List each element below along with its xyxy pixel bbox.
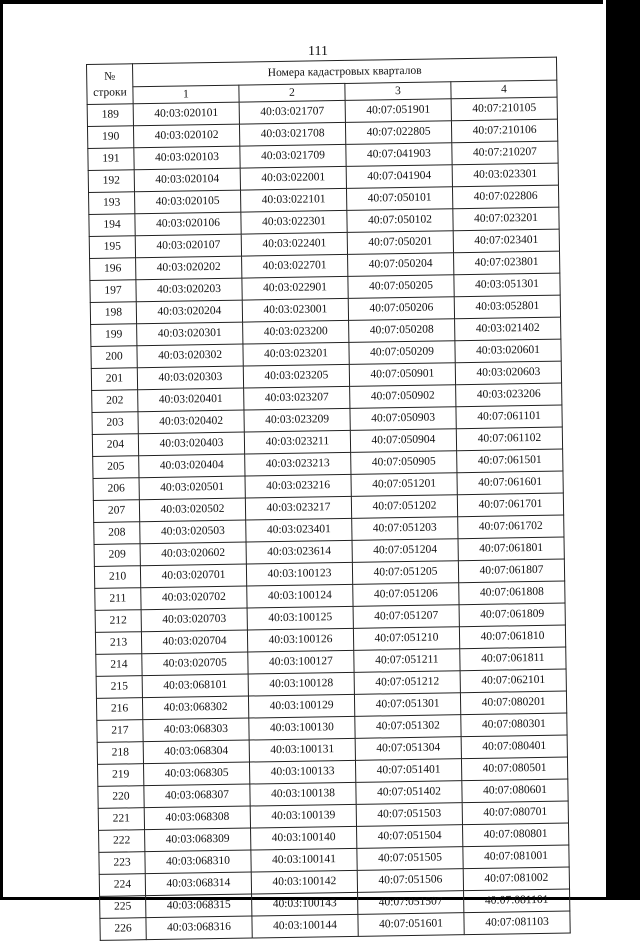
cadastral-number-cell: 40:03:023201	[243, 342, 349, 366]
cadastral-number-cell: 40:07:080701	[462, 801, 568, 825]
row-number-cell: 223	[99, 852, 145, 875]
row-number-cell: 224	[99, 874, 145, 897]
cadastral-number-cell: 40:07:023201	[453, 207, 559, 231]
cadastral-number-cell: 40:03:068309	[145, 828, 251, 852]
cadastral-number-cell: 40:03:023301	[452, 163, 558, 187]
row-number-cell: 189	[87, 104, 133, 127]
cadastral-number-cell: 40:03:068101	[142, 674, 248, 698]
cadastral-number-cell: 40:07:051402	[356, 781, 462, 805]
cadastral-number-cell: 40:03:021709	[240, 144, 346, 168]
cadastral-number-cell: 40:03:020101	[133, 102, 239, 126]
cadastral-number-cell: 40:03:020602	[140, 542, 246, 566]
column-header-4: 4	[451, 80, 557, 99]
cadastral-number-cell: 40:07:051401	[355, 759, 461, 783]
cadastral-number-cell: 40:03:068316	[146, 916, 252, 940]
cadastral-number-cell: 40:03:020202	[136, 256, 242, 280]
cadastral-number-cell: 40:07:051205	[352, 561, 458, 585]
cadastral-number-cell: 40:07:080601	[462, 779, 568, 803]
cadastral-number-cell: 40:03:020404	[139, 454, 245, 478]
scan-edge-left	[0, 0, 3, 900]
cadastral-number-cell: 40:07:051210	[353, 627, 459, 651]
cadastral-quarters-table	[86, 57, 571, 941]
cadastral-number-cell: 40:03:020601	[455, 339, 561, 363]
row-number-cell: 193	[89, 192, 135, 215]
row-number-cell: 215	[96, 676, 142, 699]
cadastral-number-cell: 40:03:020107	[135, 234, 241, 258]
cadastral-number-cell: 40:03:020402	[138, 410, 244, 434]
table-body	[87, 97, 570, 940]
cadastral-number-cell: 40:03:020703	[141, 608, 247, 632]
cadastral-number-cell: 40:07:081103	[464, 911, 570, 935]
page-number: 111	[308, 44, 328, 59]
cadastral-number-cell: 40:03:023211	[244, 430, 350, 454]
cadastral-number-cell: 40:03:020203	[136, 278, 242, 302]
row-number-cell: 198	[90, 302, 136, 325]
cadastral-number-cell: 40:07:080301	[461, 713, 567, 737]
row-number-cell: 212	[95, 610, 141, 633]
cadastral-number-cell: 40:03:022901	[242, 276, 348, 300]
cadastral-number-cell: 40:03:068308	[144, 806, 250, 830]
cadastral-number-cell: 40:07:050206	[348, 297, 454, 321]
cadastral-number-cell: 40:07:051601	[358, 913, 464, 937]
cadastral-number-cell: 40:07:080201	[460, 691, 566, 715]
cadastral-number-cell: 40:03:022301	[241, 210, 347, 234]
row-number-cell: 207	[93, 500, 139, 523]
cadastral-number-cell: 40:03:020503	[140, 520, 246, 544]
cadastral-number-cell: 40:03:100144	[252, 914, 358, 938]
cadastral-number-cell: 40:03:023614	[246, 540, 352, 564]
cadastral-number-cell: 40:07:050905	[351, 451, 457, 475]
cadastral-number-cell: 40:07:050101	[346, 187, 452, 211]
cadastral-number-cell: 40:03:020102	[133, 124, 239, 148]
row-number-header	[87, 64, 134, 105]
cadastral-number-cell: 40:03:023216	[245, 474, 351, 498]
cadastral-number-cell: 40:03:021708	[239, 122, 345, 146]
cadastral-number-cell: 40:03:023200	[243, 320, 349, 344]
cadastral-number-cell: 40:07:051202	[351, 495, 457, 519]
cadastral-number-cell: 40:03:022701	[242, 254, 348, 278]
group-header-title: Номера кадастровых кварталов	[133, 57, 557, 87]
cadastral-number-cell: 40:07:061807	[458, 559, 564, 583]
cadastral-number-cell: 40:03:100128	[248, 672, 354, 696]
row-number-cell: 190	[87, 126, 133, 149]
cadastral-number-cell: 40:07:061810	[459, 625, 565, 649]
row-number-cell: 192	[88, 170, 134, 193]
row-number-cell: 219	[98, 764, 144, 787]
row-number-cell: 225	[100, 896, 146, 919]
cadastral-number-cell: 40:03:023207	[244, 386, 350, 410]
row-number-cell: 197	[90, 280, 136, 303]
cadastral-number-cell: 40:03:068304	[143, 740, 249, 764]
column-header-1: 1	[133, 85, 239, 104]
cadastral-number-cell: 40:03:020106	[135, 212, 241, 236]
cadastral-number-cell: 40:03:023001	[242, 298, 348, 322]
cadastral-number-cell: 40:07:050904	[350, 429, 456, 453]
cadastral-number-cell: 40:03:020301	[137, 322, 243, 346]
cadastral-number-cell: 40:03:100125	[247, 606, 353, 630]
cadastral-number-cell: 40:03:020704	[141, 630, 247, 654]
row-number-cell: 209	[94, 544, 140, 567]
cadastral-number-cell: 40:07:051505	[357, 847, 463, 871]
scan-edge-top	[0, 0, 640, 4]
cadastral-number-cell: 40:07:061702	[458, 515, 564, 539]
cadastral-number-cell: 40:07:023401	[453, 229, 559, 253]
row-number-cell: 218	[97, 742, 143, 765]
cadastral-number-cell: 40:07:051507	[358, 891, 464, 915]
row-number-cell: 211	[95, 588, 141, 611]
cadastral-number-cell: 40:03:068302	[142, 696, 248, 720]
row-number-header-word: строки	[93, 85, 127, 99]
cadastral-number-cell: 40:07:061808	[459, 581, 565, 605]
cadastral-number-cell: 40:03:023213	[245, 452, 351, 476]
cadastral-number-cell: 40:03:020501	[139, 476, 245, 500]
cadastral-number-cell: 40:07:050209	[349, 341, 455, 365]
cadastral-number-cell: 40:03:020104	[134, 168, 240, 192]
row-number-cell: 201	[91, 368, 137, 391]
row-number-cell: 210	[94, 566, 140, 589]
row-number-cell: 216	[96, 698, 142, 721]
row-number-cell: 213	[95, 632, 141, 655]
cadastral-number-cell: 40:03:022101	[240, 188, 346, 212]
row-number-cell: 221	[98, 808, 144, 831]
row-number-cell: 222	[99, 830, 145, 853]
row-number-cell: 199	[91, 324, 137, 347]
cadastral-number-cell: 40:03:100126	[247, 628, 353, 652]
cadastral-number-cell: 40:07:051203	[352, 517, 458, 541]
cadastral-number-cell: 40:03:100139	[250, 804, 356, 828]
cadastral-number-cell: 40:03:068310	[145, 850, 251, 874]
cadastral-number-cell: 40:03:020502	[139, 498, 245, 522]
cadastral-number-cell: 40:03:068314	[145, 872, 251, 896]
cadastral-number-cell: 40:03:100130	[249, 716, 355, 740]
cadastral-number-cell: 40:03:100138	[250, 782, 356, 806]
cadastral-number-cell: 40:07:051206	[353, 583, 459, 607]
cadastral-number-cell: 40:03:020204	[136, 300, 242, 324]
cadastral-number-cell: 40:07:050208	[349, 319, 455, 343]
cadastral-number-cell: 40:07:051506	[357, 869, 463, 893]
cadastral-number-cell: 40:03:023205	[243, 364, 349, 388]
cadastral-number-cell: 40:07:080501	[461, 757, 567, 781]
row-number-cell: 196	[90, 258, 136, 281]
cadastral-number-cell: 40:03:023206	[456, 383, 562, 407]
cadastral-number-cell: 40:03:068307	[144, 784, 250, 808]
cadastral-number-cell: 40:07:051201	[351, 473, 457, 497]
row-number-cell: 220	[98, 786, 144, 809]
cadastral-number-cell: 40:03:100129	[248, 694, 354, 718]
cadastral-number-cell: 40:07:051901	[345, 99, 451, 123]
cadastral-number-cell: 40:03:020302	[137, 344, 243, 368]
cadastral-number-cell: 40:03:100127	[248, 650, 354, 674]
column-header-3: 3	[345, 82, 451, 101]
row-number-header-symbol: №	[104, 70, 116, 83]
cadastral-number-cell: 40:03:051301	[454, 273, 560, 297]
cadastral-number-cell: 40:03:020103	[134, 146, 240, 170]
cadastral-number-cell: 40:07:210207	[452, 141, 558, 165]
cadastral-number-cell: 40:03:100123	[246, 562, 352, 586]
cadastral-number-cell: 40:07:061102	[456, 427, 562, 451]
cadastral-number-cell: 40:03:020705	[142, 652, 248, 676]
cadastral-number-cell: 40:07:041903	[346, 143, 452, 167]
cadastral-number-cell: 40:07:050901	[349, 363, 455, 387]
cadastral-number-cell: 40:03:052801	[454, 295, 560, 319]
cadastral-number-cell: 40:07:051207	[353, 605, 459, 629]
cadastral-number-cell: 40:03:020701	[140, 564, 246, 588]
cadastral-number-cell: 40:07:081002	[463, 867, 569, 891]
cadastral-number-cell: 40:07:051304	[355, 737, 461, 761]
cadastral-number-cell: 40:03:068305	[143, 762, 249, 786]
cadastral-number-cell: 40:07:061501	[457, 449, 563, 473]
row-number-cell: 203	[92, 412, 138, 435]
cadastral-number-cell: 40:07:061801	[458, 537, 564, 561]
cadastral-number-cell: 40:07:050102	[347, 209, 453, 233]
cadastral-number-cell: 40:03:020603	[455, 361, 561, 385]
cadastral-number-cell: 40:03:021707	[239, 100, 345, 124]
cadastral-number-cell: 40:07:061101	[456, 405, 562, 429]
cadastral-number-cell: 40:07:051212	[354, 671, 460, 695]
cadastral-number-cell: 40:03:100142	[251, 870, 357, 894]
cadastral-number-cell: 40:07:050205	[348, 275, 454, 299]
row-number-cell: 202	[92, 390, 138, 413]
row-number-cell: 206	[93, 478, 139, 501]
cadastral-number-cell: 40:07:061601	[457, 471, 563, 495]
cadastral-number-cell: 40:03:023401	[246, 518, 352, 542]
cadastral-number-cell: 40:07:061701	[457, 493, 563, 517]
cadastral-number-cell: 40:03:020303	[137, 366, 243, 390]
cadastral-number-cell: 40:03:020401	[138, 388, 244, 412]
cadastral-number-cell: 40:07:210106	[451, 119, 557, 143]
cadastral-number-cell: 40:03:021402	[455, 317, 561, 341]
cadastral-number-cell: 40:03:020403	[138, 432, 244, 456]
cadastral-number-cell: 40:03:100140	[251, 826, 357, 850]
row-number-cell: 194	[89, 214, 135, 237]
cadastral-number-cell: 40:03:068303	[143, 718, 249, 742]
cadastral-number-cell: 40:03:068315	[146, 894, 252, 918]
cadastral-number-cell: 40:07:081101	[464, 889, 570, 913]
cadastral-number-cell: 40:07:080401	[461, 735, 567, 759]
scan-edge-right	[606, 0, 640, 900]
cadastral-number-cell: 40:07:051301	[354, 693, 460, 717]
cadastral-number-cell: 40:07:061809	[459, 603, 565, 627]
cadastral-number-cell: 40:03:100131	[249, 738, 355, 762]
cadastral-number-cell: 40:03:023217	[245, 496, 351, 520]
cadastral-number-cell: 40:07:080801	[462, 823, 568, 847]
cadastral-number-cell: 40:07:022806	[452, 185, 558, 209]
row-number-cell: 200	[91, 346, 137, 369]
cadastral-number-cell: 40:07:061811	[460, 647, 566, 671]
row-number-cell: 205	[93, 456, 139, 479]
cadastral-number-cell: 40:03:100141	[251, 848, 357, 872]
cadastral-number-cell: 40:03:100133	[249, 760, 355, 784]
cadastral-number-cell: 40:03:022401	[241, 232, 347, 256]
cadastral-number-cell: 40:03:100124	[247, 584, 353, 608]
cadastral-number-cell: 40:07:050903	[350, 407, 456, 431]
cadastral-number-cell: 40:07:081001	[463, 845, 569, 869]
cadastral-number-cell: 40:07:050204	[348, 253, 454, 277]
cadastral-number-cell: 40:07:050201	[347, 231, 453, 255]
cadastral-number-cell: 40:07:022805	[345, 121, 451, 145]
row-number-cell: 208	[94, 522, 140, 545]
row-number-cell: 214	[96, 654, 142, 677]
cadastral-number-cell: 40:07:051504	[357, 825, 463, 849]
cadastral-number-cell: 40:03:100143	[252, 892, 358, 916]
cadastral-number-cell: 40:07:062101	[460, 669, 566, 693]
cadastral-number-cell: 40:07:050902	[350, 385, 456, 409]
cadastral-number-cell: 40:03:020702	[141, 586, 247, 610]
cadastral-number-cell: 40:03:022001	[240, 166, 346, 190]
cadastral-number-cell: 40:07:041904	[346, 165, 452, 189]
cadastral-number-cell: 40:07:051204	[352, 539, 458, 563]
cadastral-number-cell: 40:07:051211	[354, 649, 460, 673]
row-number-cell: 217	[97, 720, 143, 743]
cadastral-number-cell: 40:07:051503	[356, 803, 462, 827]
cadastral-number-cell: 40:07:051302	[355, 715, 461, 739]
cadastral-number-cell: 40:07:023801	[454, 251, 560, 275]
row-number-cell: 195	[89, 236, 135, 259]
cadastral-number-cell: 40:03:023209	[244, 408, 350, 432]
column-header-2: 2	[239, 83, 345, 102]
row-number-cell: 204	[92, 434, 138, 457]
row-number-cell: 226	[100, 918, 146, 941]
row-number-cell: 191	[88, 148, 134, 171]
cadastral-number-cell: 40:07:210105	[451, 97, 557, 121]
cadastral-number-cell: 40:03:020105	[135, 190, 241, 214]
